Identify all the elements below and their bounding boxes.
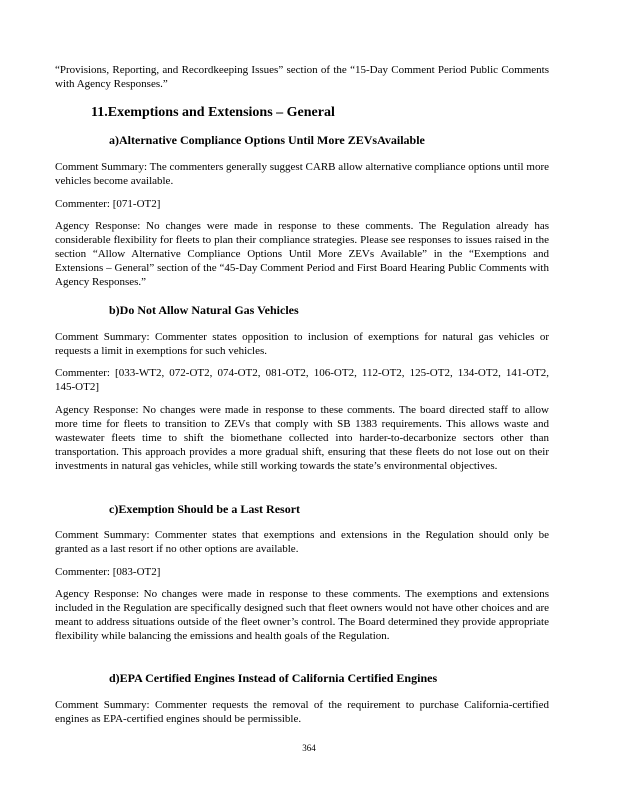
commenter-b: Commenter: [033-WT2, 072-OT2, 074-OT2, 081-OT2, 106-OT2, 112-OT2, 125-OT2, 134-OT2, 141-OT2, 145-OT2] xyxy=(55,367,549,393)
subsection-heading-b: b)Do Not Allow Natural Gas Vehicles xyxy=(109,303,299,317)
comment-summary-a: Comment Summary: The commenters generally suggest CARB allow alternative compliance options until more vehicles become available. xyxy=(55,161,549,187)
comment-summary-c: Comment Summary: Commenter states that exemptions and extensions in the Regulation should only be granted as a last resort if no other options are available. xyxy=(55,529,549,555)
agency-response-a: Agency Response: No changes were made in response to these comments. The Regulation already has considerable flexibility for fleets to plan their compliance strategies. Please see responses to issues raised in the section “Allow Alternative Compliance Options Until More ZEVs Available” in the “Exemptions and Extensions – General” section of the “45-Day Comment Period and First Board Hearing Public Comments with Agency Responses.” xyxy=(55,220,549,288)
commenter-a: Commenter: [071-OT2] xyxy=(55,198,161,210)
page-number: 364 xyxy=(302,743,316,753)
intro-paragraph: “Provisions, Reporting, and Recordkeeping Issues” section of the “15-Day Comment Period Public Comments with Agency Responses.” xyxy=(55,64,549,90)
commenter-c: Commenter: [083-OT2] xyxy=(55,566,161,578)
agency-response-c: Agency Response: No changes were made in response to these comments. The exemptions and extensions included in the Regulation are specifically designed such that fleet owners would not have other choices and are meant to address situations outside of the fleet owner’s control. The Board determined they provide appropriate flexibility while balancing the emissions and health goals of the Regulation. xyxy=(55,588,549,642)
comment-summary-b: Comment Summary: Commenter states opposition to inclusion of exemptions for natural gas vehicles or requests a limit in exemptions for such vehicles. xyxy=(55,331,549,357)
agency-response-b: Agency Response: No changes were made in response to these comments. The board directed staff to allow more time for fleets to transition to ZEVs that comply with SB 1383 requirements. This allows waste and wastewater fleets time to shift the biomethane collected into harder-to-decarbonize sectors other than transportation. This approach provides a more gradual shift, ensuring that these fleets do not lose out on their investments in natural gas vehicles, while still working towards the state’s environmental objectives. xyxy=(55,404,549,472)
subsection-heading-c: c)Exemption Should be a Last Resort xyxy=(109,502,301,516)
subsection-heading-d: d)EPA Certified Engines Instead of California Certified Engines xyxy=(109,671,438,685)
section-heading: 11.Exemptions and Extensions – General xyxy=(91,105,335,120)
comment-summary-d: Comment Summary: Commenter requests the removal of the requirement to purchase California-certified engines as EPA-certified engines should be permissible. xyxy=(55,699,549,725)
subsection-heading-a: a)Alternative Compliance Options Until More ZEVsAvailable xyxy=(109,133,425,147)
